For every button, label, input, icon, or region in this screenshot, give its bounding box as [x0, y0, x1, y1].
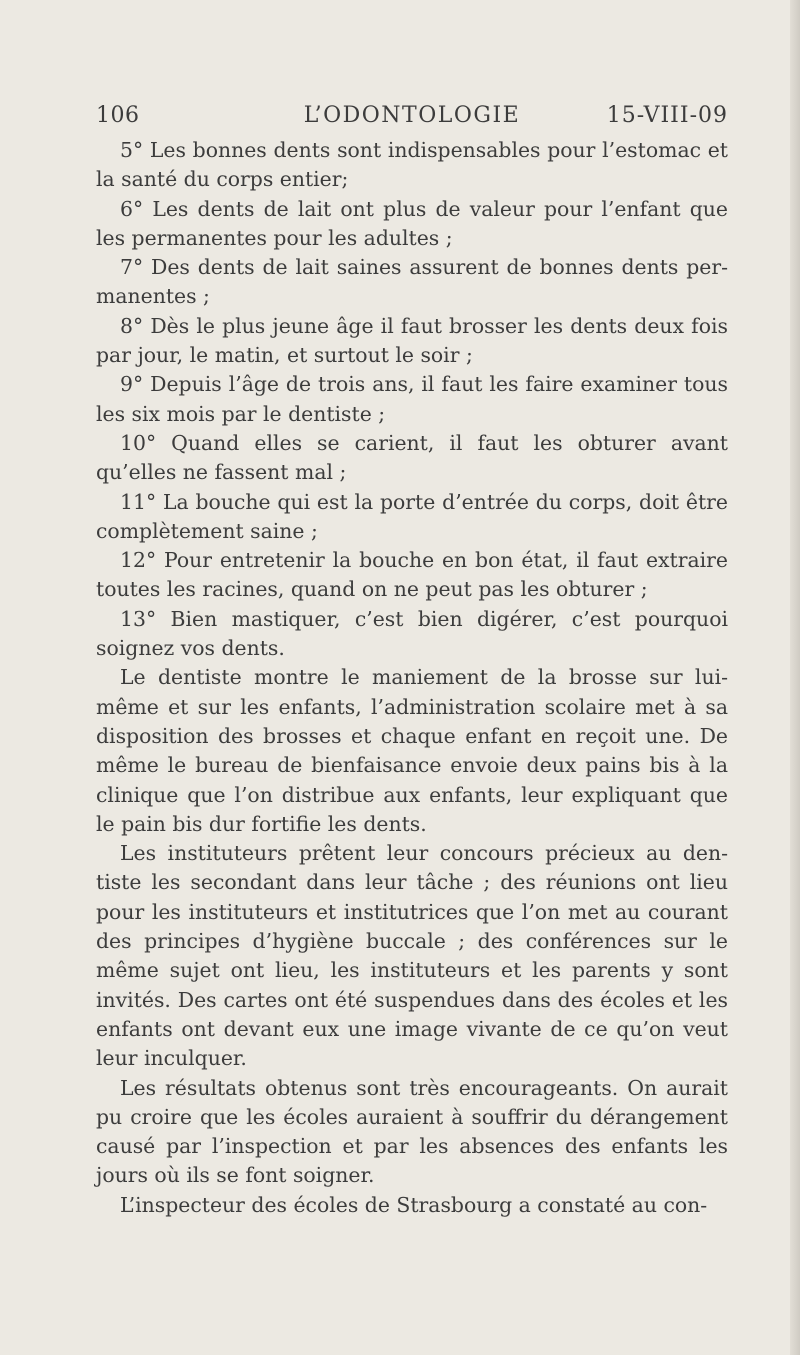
paragraph-item-11: 11° La bouche qui est la porte d’entrée du corps, doit être complètement saine ; [96, 489, 728, 543]
page-number: 106 [96, 103, 140, 128]
paragraph-item-5: 5° Les bonnes dents sont indispensables pour l’estomac et la santé du corps entier; [96, 138, 728, 192]
book-page [96, 96, 728, 1220]
page-edge-shadow [790, 0, 800, 1355]
paragraph-inspector: L’inspecteur des écoles de Strasbourg a constaté au con- [120, 1192, 708, 1217]
paragraph-teachers: Les instituteurs prêtent leur concours précieux au den-tiste les secondant dans leur tâche ; des réunions ont lieu pour les instituteurs et institutrices que l’on met au courant des principes d’hygiène buccale ; des conférences sur le même sujet ont lieu, les instituteurs et les parents y sont invités. Des cartes ont été suspendues dans des écoles et les enfants ont devant eux une image vivante de ce qu’on veut leur inculquer. [96, 841, 728, 1071]
paragraph-item-8: 8° Dès le plus jeune âge il faut brosser les dents deux fois par jour, le matin, et surtout le soir ; [96, 313, 728, 368]
paragraph-item-13: 13° Bien mastiquer, c’est bien digérer, c’est pourquoi soignez vos dents. [96, 606, 728, 661]
issue-date: 15-VIII-09 [606, 103, 728, 128]
journal-title: L’ODONTOLOGIE [303, 103, 521, 128]
paragraph-results: Les résultats obtenus sont très encourageants. On aurait pu croire que les écoles auraient à souffrir du dérangement causé par l’inspection et par les absences des enfants les jours où ils se font soigner. [96, 1075, 728, 1188]
paragraph-item-9: 9° Depuis l’âge de trois ans, il faut les faire examiner tous les six mois par le dentiste ; [96, 372, 728, 426]
running-head [96, 96, 728, 136]
paragraph-item-12: 12° Pour entretenir la bouche en bon état, il faut extraire toutes les racines, quand on ne peut pas les obturer ; [96, 548, 728, 602]
paragraph-item-6: 6° Les dents de lait ont plus de valeur pour l’enfant que les permanentes pour les adultes ; [96, 196, 728, 250]
paragraph-item-10: 10° Quand elles se carient, il faut les obturer avant qu’elles ne fassent mal ; [96, 430, 728, 485]
paragraph-item-7: 7° Des dents de lait saines assurent de bonnes dents per-manentes ; [96, 255, 728, 309]
body-text [96, 136, 728, 1220]
paragraph-dentist: Le dentiste montre le maniement de la brosse sur lui-même et sur les enfants, l’administration scolaire met à sa disposition des brosses et chaque enfant en reçoit une. De même le bureau de bienfaisance envoie deux pains bis à la clinique que l’on distribue aux enfants, leur expliquant que le pain bis dur fortifie les dents. [96, 665, 728, 836]
